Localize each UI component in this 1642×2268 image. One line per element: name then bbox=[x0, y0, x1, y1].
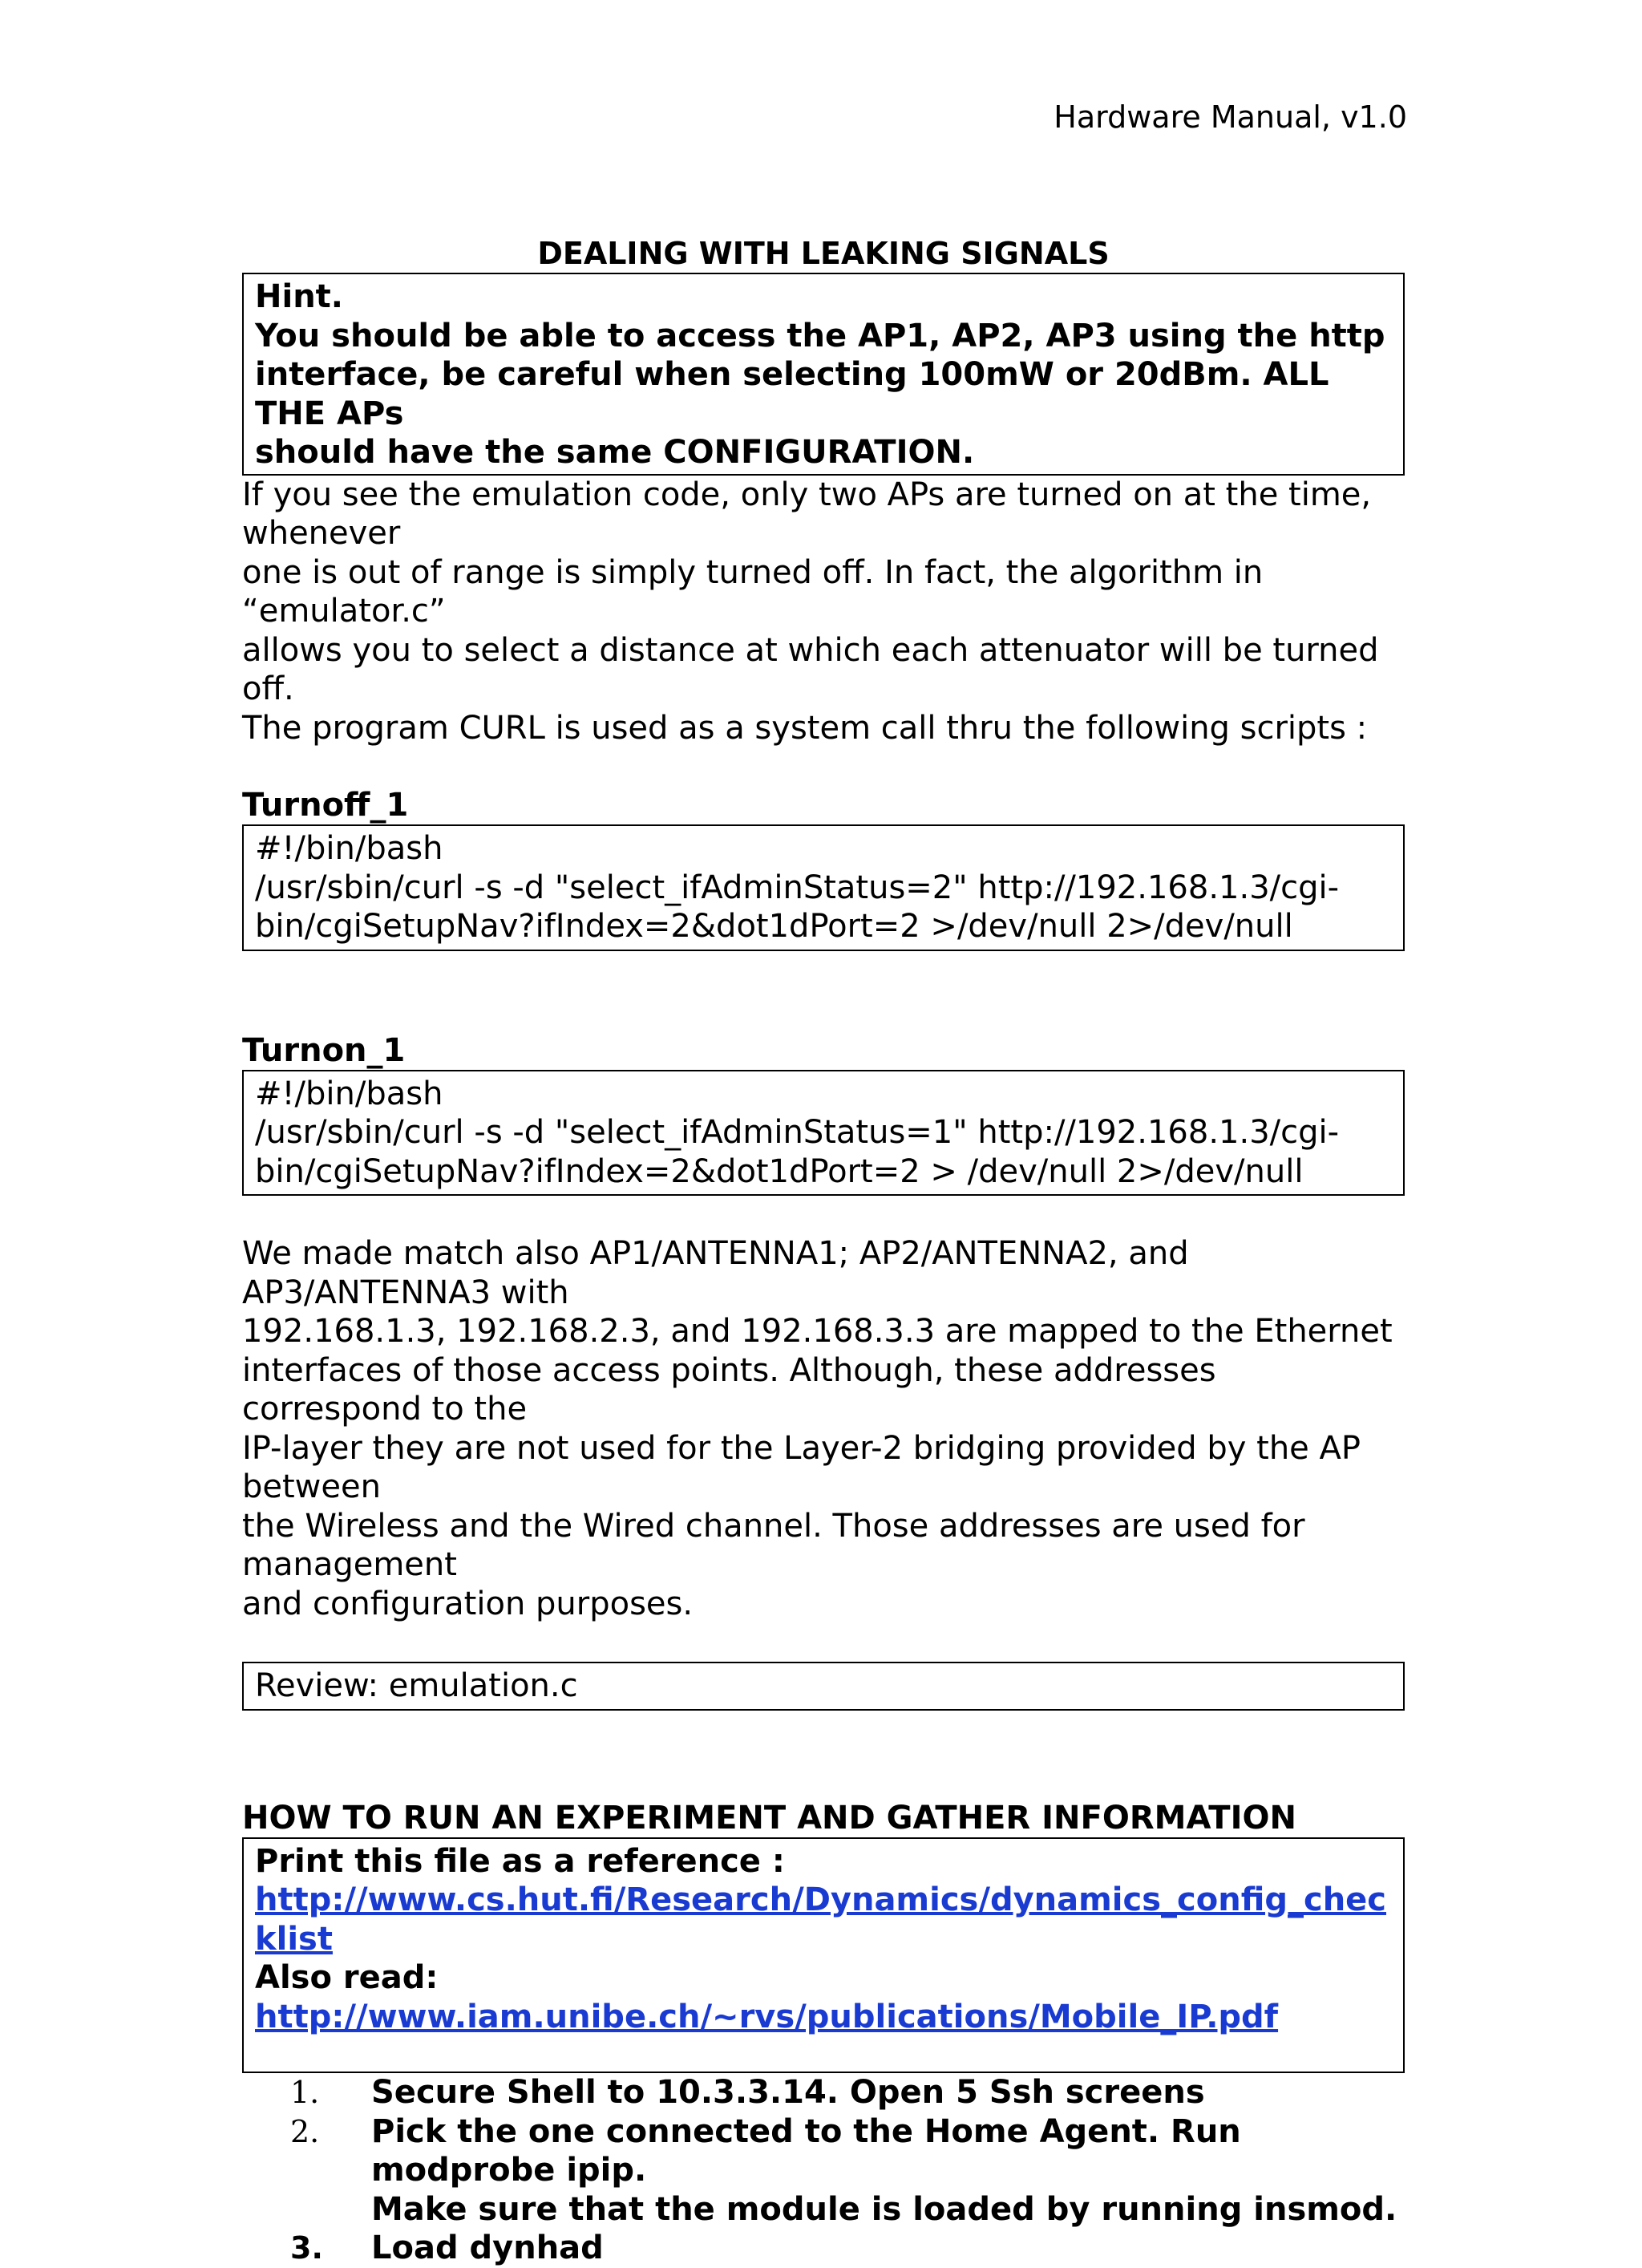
step-number: 1. bbox=[290, 2075, 320, 2110]
paragraph-line: allows you to select a distance at which each attenuator will be turned off. bbox=[242, 631, 1379, 707]
checklist-link[interactable]: http://www.cs.hut.fi/Research/Dynamics/dynamics_config_checklist bbox=[255, 1881, 1387, 1958]
list-item bbox=[242, 2073, 1405, 2112]
hint-line: You should be able to access the AP1, AP2, AP3 using the http bbox=[255, 317, 1385, 354]
hint-line: interface, be careful when selecting 100mW or 20dBm. ALL THE APs bbox=[255, 356, 1329, 432]
list-item bbox=[242, 2112, 1405, 2230]
code-line: #!/bin/bash bbox=[255, 1075, 443, 1112]
code-line: #!/bin/bash bbox=[255, 830, 443, 867]
step-number: 2. bbox=[290, 2113, 320, 2149]
section-title-leaking-signals: DEALING WITH LEAKING SIGNALS bbox=[537, 236, 1110, 271]
section-title-run-experiment: HOW TO RUN AN EXPERIMENT AND GATHER INFORMATION bbox=[242, 1799, 1296, 1837]
review-text: Review: emulation.c bbox=[255, 1667, 578, 1704]
step-number: 3. bbox=[290, 2230, 323, 2266]
turnoff-label: Turnoff_1 bbox=[242, 787, 409, 824]
paragraph-line: IP-layer they are not used for the Layer-2 bridging provided by the AP between bbox=[242, 1429, 1361, 1505]
hint-label: Hint. bbox=[255, 278, 343, 315]
review-box bbox=[242, 1662, 1405, 1711]
paragraph-line: 192.168.1.3, 192.168.2.3, and 192.168.3.3 are mapped to the Ethernet bbox=[242, 1313, 1393, 1350]
document-header-label: Hardware Manual, v1.0 bbox=[1054, 99, 1407, 135]
paragraph-line: and configuration purposes. bbox=[242, 1585, 694, 1622]
paragraph-line: The program CURL is used as a system call thru the following scripts : bbox=[242, 709, 1368, 747]
paragraph-line: the Wireless and the Wired channel. Those addresses are used for management bbox=[242, 1507, 1305, 1583]
step-text: Pick the one connected to the Home Agent. Run modprobe ipip. bbox=[371, 2112, 1241, 2189]
hint-box bbox=[242, 273, 1405, 476]
paragraph-line: If you see the emulation code, only two APs are turned on at the time, whenever bbox=[242, 476, 1372, 552]
paragraph-line: one is out of range is simply turned off. In fact, the algorithm in “emulator.c” bbox=[242, 553, 1264, 630]
turnon-label: Turnon_1 bbox=[242, 1031, 406, 1069]
hint-line: should have the same CONFIGURATION. bbox=[255, 434, 975, 471]
intro-paragraph bbox=[242, 476, 1405, 748]
turnoff-code-box bbox=[242, 824, 1405, 951]
paragraph-line: interfaces of those access points. Although, these addresses correspond to the bbox=[242, 1351, 1216, 1428]
code-line: bin/cgiSetupNav?ifIndex=2&dot1dPort=2 > /dev/null 2>/dev/null bbox=[255, 1152, 1304, 1190]
mapping-paragraph bbox=[242, 1234, 1405, 1623]
print-reference-label: Print this file as a reference : bbox=[255, 1842, 785, 1880]
mobile-ip-pdf-link[interactable]: http://www.iam.unibe.ch/~rvs/publications/Mobile_IP.pdf bbox=[255, 1998, 1279, 2035]
reference-box bbox=[242, 1837, 1405, 2074]
steps-list bbox=[242, 2073, 1405, 2268]
paragraph-line: We made match also AP1/ANTENNA1; AP2/ANTENNA2, and AP3/ANTENNA3 with bbox=[242, 1235, 1189, 1311]
document-content bbox=[242, 234, 1405, 2268]
code-line: /usr/sbin/curl -s -d "select_ifAdminStatus=2" http://192.168.1.3/cgi- bbox=[255, 869, 1340, 906]
code-line: /usr/sbin/curl -s -d "select_ifAdminStatus=1" http://192.168.1.3/cgi- bbox=[255, 1114, 1340, 1151]
step-text: Load dynhad bbox=[371, 2230, 604, 2266]
turnon-code-box bbox=[242, 1070, 1405, 1197]
also-read-label: Also read: bbox=[255, 1959, 439, 1996]
step-text: Make sure that the module is loaded by running insmod. bbox=[371, 2190, 1397, 2228]
step-text: Secure Shell to 10.3.3.14. Open 5 Ssh screens bbox=[371, 2074, 1205, 2111]
code-line: bin/cgiSetupNav?ifIndex=2&dot1dPort=2 >/dev/null 2>/dev/null bbox=[255, 908, 1293, 945]
list-item bbox=[242, 2229, 1405, 2268]
